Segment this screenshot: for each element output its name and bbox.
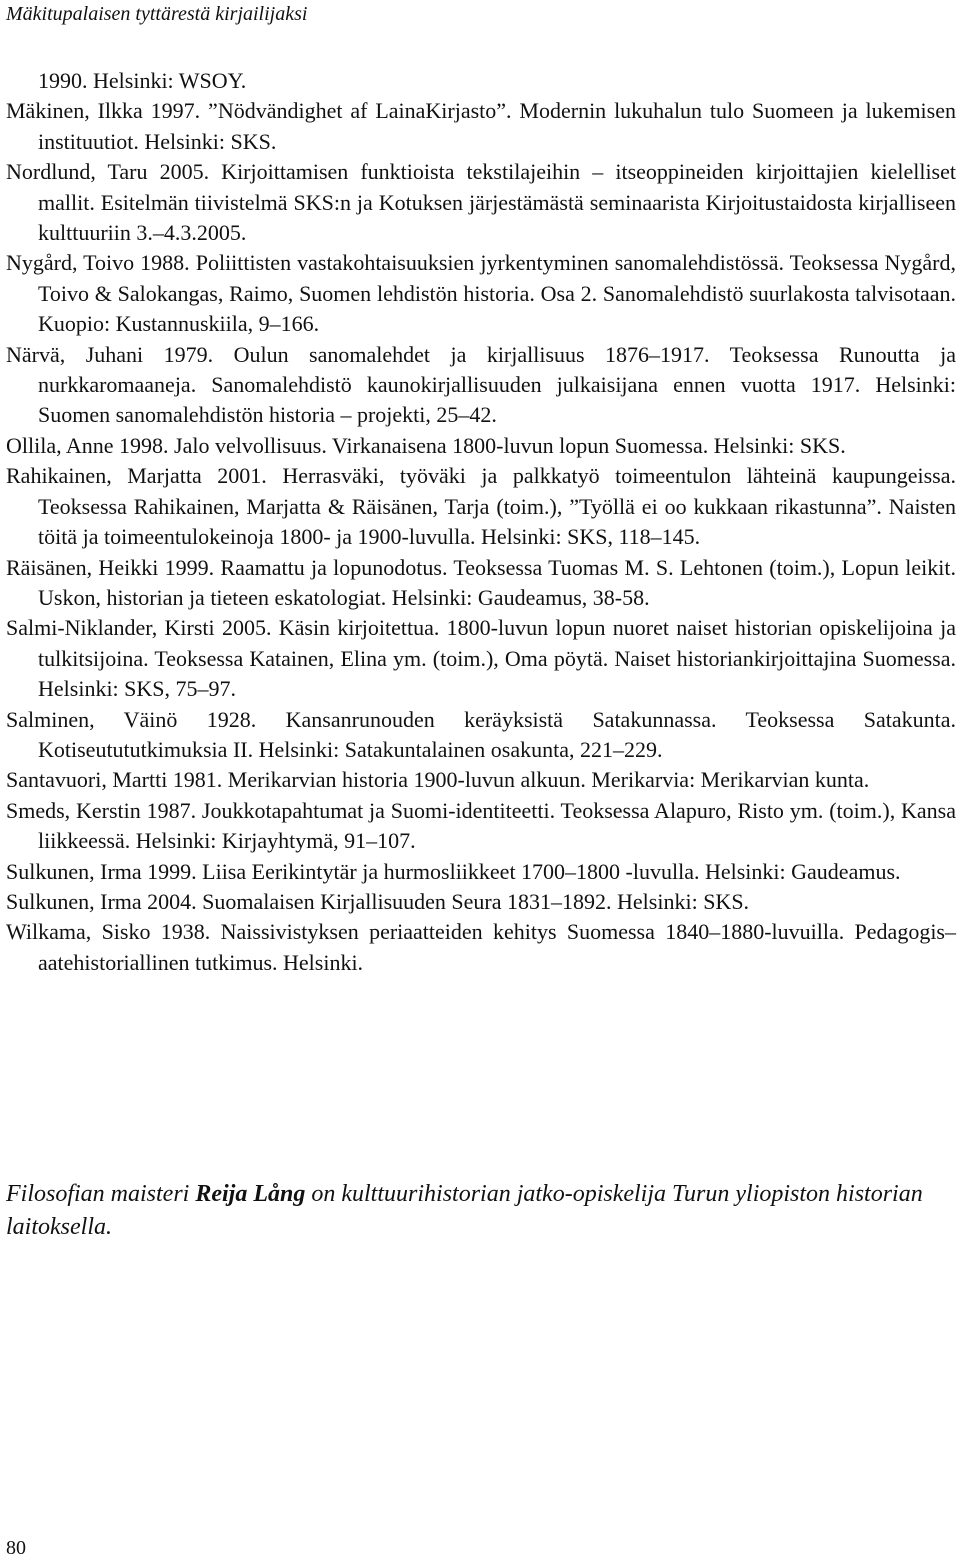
reference-entry: Mäkinen, Ilkka 1997. ”Nödvändighet af LainaKirjasto”. Modernin lukuhalun tulo Suomeen ja lukemisen instituutiot. Helsinki: SKS. xyxy=(6,98,956,154)
reference-entry: Sulkunen, Irma 1999. Liisa Eerikintytär ja hurmosliikkeet 1700–1800 -luvulla. Helsinki: Gaudeamus. xyxy=(6,858,901,884)
author-name: Reija Lång xyxy=(195,1181,306,1207)
reference-entry: Ollila, Anne 1998. Jalo velvollisuus. Virkanaisena 1800-luvun lopun Suomessa. Helsinki: SKS. xyxy=(6,432,846,458)
page-number: 80 xyxy=(6,1537,26,1559)
reference-entry: Salminen, Väinö 1928. Kansanrunouden keräyksistä Satakunnassa. Teoksessa Satakunta. Kotiseutututkimuksia II. Helsinki: Satakuntalainen osakunta, 221–229. xyxy=(6,706,956,762)
reference-entry: Nygård, Toivo 1988. Poliittisten vastakohtaisuuksien jyrkentyminen sanomalehdistössä. Teoksessa Nygård, Toivo & Salokangas, Raimo, Suomen lehdistön historia. Osa 2. Sanomalehdistö suurlakosta talvisotaan. Kuopio: Kustannuskiila, 9–166. xyxy=(6,250,956,337)
reference-entry: Salmi-Niklander, Kirsti 2005. Käsin kirjoitettua. 1800-luvun lopun nuoret naiset historian opiskelijoina ja tulkitsijoina. Teoksessa Katainen, Elina ym. (toim.), Oma pöytä. Naiset historiankirjoittajina Suomessa. Helsinki: SKS, 75–97. xyxy=(6,615,956,702)
reference-entry: Santavuori, Martti 1981. Merikarvian historia 1900-luvun alkuun. Merikarvia: Merikarvian kunta. xyxy=(6,767,870,793)
reference-entry: 1990. Helsinki: WSOY. xyxy=(38,68,247,93)
reference-entry: Smeds, Kerstin 1987. Joukkotapahtumat ja Suomi-identiteetti. Teoksessa Alapuro, Risto ym. (toim.), Kansa liikkeessä. Helsinki: Kirjayhtymä, 91–107. xyxy=(6,797,956,854)
reference-entry: Wilkama, Sisko 1938. Naissivistyksen periaatteiden kehitys Suomessa 1840–1880-luvuilla. Pedagogis–aatehistoriallinen tutkimus. Helsinki. xyxy=(6,919,956,975)
author-note-suffix: on kulttuurihistorian jatko-opiskelija Turun yliopiston historian laitoksella. xyxy=(6,1181,923,1240)
reference-entry: Nordlund, Taru 2005. Kirjoittamisen funktioista tekstilajeihin – itseoppineiden kirjoittajien kielelliset mallit. Esitelmän tiivistelmä SKS:n ja Kotuksen järjestämästä seminaarista Kirjoitustaidosta kirjalliseen kulttuuriin 3.–4.3.2005. xyxy=(6,159,956,246)
reference-list xyxy=(6,66,956,978)
reference-entry: Rahikainen, Marjatta 2001. Herrasväki, työväki ja palkkatyö toimeentulon lähteinä kaupungeissa. Teoksessa Rahikainen, Marjatta & Räisänen, Tarja (toim.), ”Työllä ei oo kukkaan rikastunna”. Naisten töitä ja toimeentulokeinoja 1800- ja 1900-luvulla. Helsinki: SKS, 118–145. xyxy=(6,463,956,550)
reference-entry: Räisänen, Heikki 1999. Raamattu ja lopunodotus. Teoksessa Tuomas M. S. Lehtonen (toim.), Lopun leikit. Uskon, historian ja tieteen eskatologiat. Helsinki: Gaudeamus, 38-58. xyxy=(6,554,956,610)
running-head: Mäkitupalaisen tyttärestä kirjailijaksi xyxy=(6,3,308,25)
reference-entry: Närvä, Juhani 1979. Oulun sanomalehdet ja kirjallisuus 1876–1917. Teoksessa Runoutta ja nurkkaromaaneja. Sanomalehdistö kaunokirjallisuuden julkaisijana ennen vuotta 1917. Helsinki: Suomen sanomalehdistön historia – projekti, 25–42. xyxy=(6,341,956,428)
reference-entry: Sulkunen, Irma 2004. Suomalaisen Kirjallisuuden Seura 1831–1892. Helsinki: SKS. xyxy=(6,888,750,914)
author-note xyxy=(6,1178,956,1244)
author-note-prefix: Filosofian maisteri xyxy=(6,1181,196,1207)
